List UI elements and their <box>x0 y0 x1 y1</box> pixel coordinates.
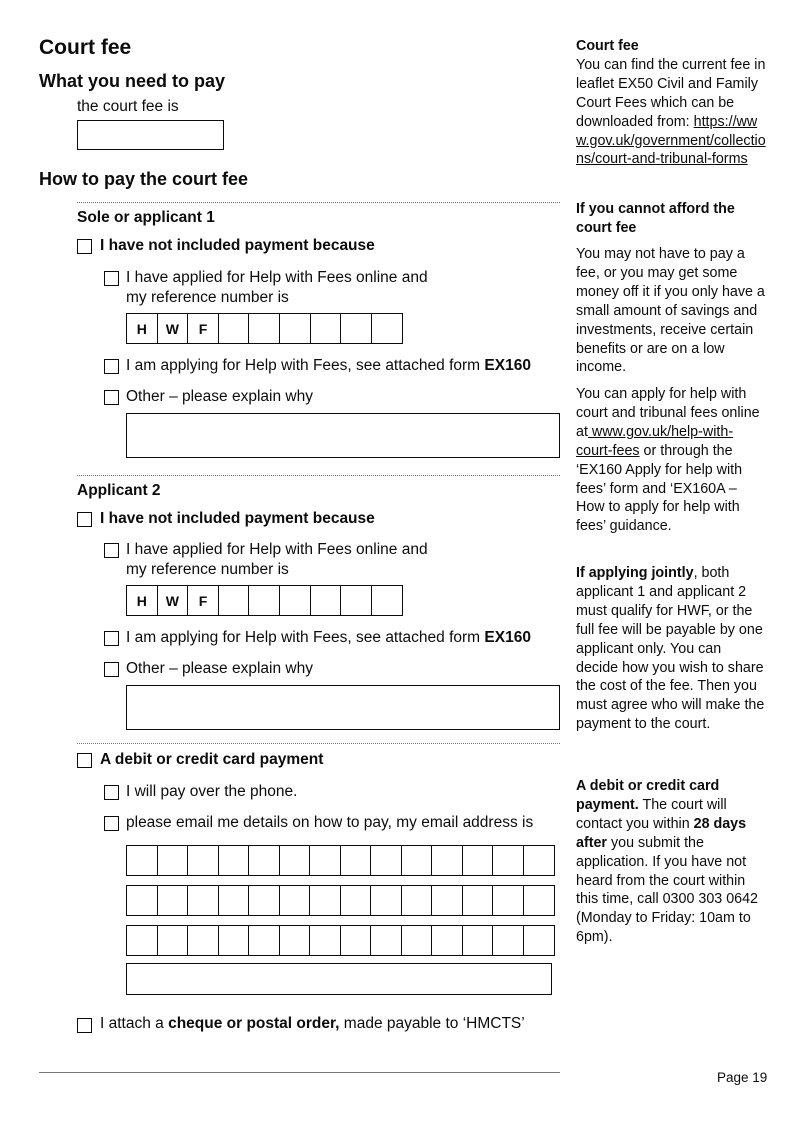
applicant-1-hwf-online-label-2: my reference number is <box>126 289 289 306</box>
applicant-2-other-checkbox[interactable] <box>104 662 119 677</box>
applicant-2-heading: Applicant 2 <box>77 482 161 499</box>
email-char-cell[interactable] <box>310 926 341 955</box>
email-char-cell[interactable] <box>371 846 402 875</box>
applicant-2-not-included-label: I have not included payment because <box>100 510 375 527</box>
email-char-cell[interactable] <box>158 846 189 875</box>
ref-cell[interactable] <box>341 586 372 615</box>
email-char-cell[interactable] <box>432 926 463 955</box>
applicant-2-other-label: Other – please explain why <box>126 660 313 677</box>
court-fee-input[interactable] <box>77 120 224 150</box>
email-char-cell[interactable] <box>188 846 219 875</box>
applicant-1-hwf-online-checkbox[interactable] <box>104 271 119 286</box>
email-address-field-row-4[interactable] <box>126 963 552 995</box>
email-char-cell[interactable] <box>127 926 158 955</box>
sidebar-court-fee-text: You can find the current fee in leaflet EX50 Civil and Family Court Fees which can be downloaded from: https://www.gov.uk/government/collections/court-and-tribunal-forms <box>576 56 766 168</box>
email-char-cell[interactable] <box>402 926 433 955</box>
email-char-cell[interactable] <box>371 926 402 955</box>
ref-cell[interactable] <box>219 314 250 343</box>
applicant-2-not-included-checkbox[interactable] <box>77 512 92 527</box>
email-char-cell[interactable] <box>188 886 219 915</box>
cheque-checkbox[interactable] <box>77 1018 92 1033</box>
pay-by-phone-checkbox[interactable] <box>104 785 119 800</box>
email-char-cell[interactable] <box>402 886 433 915</box>
email-char-cell[interactable] <box>524 846 555 875</box>
email-char-cell[interactable] <box>280 846 311 875</box>
applicant-1-applying-hwf-checkbox[interactable] <box>104 359 119 374</box>
ref-cell[interactable] <box>372 586 403 615</box>
email-char-cell[interactable] <box>463 926 494 955</box>
email-char-cell[interactable] <box>127 886 158 915</box>
ref-cell[interactable] <box>219 586 250 615</box>
ref-prefix-cell: F <box>188 314 219 343</box>
email-char-cell[interactable] <box>493 926 524 955</box>
ref-prefix-cell: H <box>127 314 158 343</box>
email-char-cell[interactable] <box>249 846 280 875</box>
applicant-1-not-included-checkbox[interactable] <box>77 239 92 254</box>
applicant-2-hwf-online-label: I have applied for Help with Fees online and <box>126 541 428 558</box>
court-forms-link[interactable]: https://www.gov.uk/government/collections/court-and-tribunal-forms <box>576 113 766 168</box>
email-address-field-row-2[interactable] <box>126 885 555 916</box>
email-char-cell[interactable] <box>310 886 341 915</box>
email-char-cell[interactable] <box>280 926 311 955</box>
divider <box>77 743 560 744</box>
email-char-cell[interactable] <box>219 926 250 955</box>
applicant-2-other-explanation-input[interactable] <box>126 685 560 730</box>
ref-prefix-cell: W <box>158 314 189 343</box>
applicant-1-applying-hwf-label: I am applying for Help with Fees, see attached form EX160 <box>126 357 531 374</box>
divider <box>77 475 560 476</box>
sidebar-apply-text: You can apply for help with court and tribunal fees online at www.gov.uk/help-with-court-fees or through the ‘EX160 Apply for help with fees’ form and ‘EX160A – How to apply for help with fees’ guidance. <box>576 386 760 535</box>
email-char-cell[interactable] <box>432 886 463 915</box>
ref-prefix-cell: W <box>158 586 189 615</box>
email-char-cell[interactable] <box>402 846 433 875</box>
pay-by-phone-label: I will pay over the phone. <box>126 783 298 800</box>
ref-cell[interactable] <box>311 586 342 615</box>
footer-rule <box>39 1072 560 1073</box>
email-char-cell[interactable] <box>371 886 402 915</box>
applicant-1-hwf-reference-field[interactable] <box>126 313 403 344</box>
applicant-2-hwf-online-label-2: my reference number is <box>126 561 289 578</box>
sidebar-afford-title: If you cannot afford the court fee <box>576 201 735 236</box>
ref-cell[interactable] <box>280 314 311 343</box>
email-char-cell[interactable] <box>524 886 555 915</box>
email-char-cell[interactable] <box>341 926 372 955</box>
applicant-1-other-label: Other – please explain why <box>126 388 313 405</box>
ref-cell[interactable] <box>372 314 403 343</box>
applicant-2-applying-hwf-checkbox[interactable] <box>104 631 119 646</box>
page-title: Court fee <box>39 36 132 59</box>
email-address-field-row-1[interactable] <box>126 845 555 876</box>
ref-cell[interactable] <box>249 314 280 343</box>
email-char-cell[interactable] <box>341 886 372 915</box>
applicant-2-hwf-online-checkbox[interactable] <box>104 543 119 558</box>
ref-cell[interactable] <box>341 314 372 343</box>
how-to-pay-heading: How to pay the court fee <box>39 169 249 189</box>
cheque-label: I attach a cheque or postal order, made payable to ‘HMCTS’ <box>100 1015 525 1032</box>
sidebar-court-fee <box>576 37 766 169</box>
card-payment-checkbox[interactable] <box>77 753 92 768</box>
email-char-cell[interactable] <box>280 886 311 915</box>
page-number: Page 19 <box>717 1070 768 1085</box>
email-details-label: please email me details on how to pay, my email address is <box>126 814 534 831</box>
divider <box>77 202 560 203</box>
ref-cell[interactable] <box>280 586 311 615</box>
applicant-1-heading: Sole or applicant 1 <box>77 209 215 226</box>
email-char-cell[interactable] <box>249 926 280 955</box>
ref-prefix-cell: H <box>127 586 158 615</box>
email-char-cell[interactable] <box>463 886 494 915</box>
sidebar-afford-text: You may not have to pay a fee, or you may get some money off it if you only have a small amount of savings and investments, receive certain benefits or are on a low income. <box>576 246 765 376</box>
email-char-cell[interactable] <box>463 846 494 875</box>
card-payment-label: A debit or credit card payment <box>100 751 324 768</box>
applicant-1-other-explanation-input[interactable] <box>126 413 560 458</box>
applicant-2-applying-hwf-label: I am applying for Help with Fees, see attached form EX160 <box>126 629 531 646</box>
email-char-cell[interactable] <box>432 846 463 875</box>
email-char-cell[interactable] <box>249 886 280 915</box>
fee-label: the court fee is <box>77 98 179 115</box>
email-char-cell[interactable] <box>158 926 189 955</box>
applicant-1-hwf-online-label: I have applied for Help with Fees online and <box>126 269 428 286</box>
applicant-1-not-included-label: I have not included payment because <box>100 237 375 254</box>
email-char-cell[interactable] <box>524 926 555 955</box>
ref-prefix-cell: F <box>188 586 219 615</box>
email-char-cell[interactable] <box>493 846 524 875</box>
email-address-field-row-3[interactable] <box>126 925 555 956</box>
what-to-pay-heading: What you need to pay <box>39 71 226 91</box>
email-char-cell[interactable] <box>188 926 219 955</box>
applicant-2-hwf-reference-field[interactable] <box>126 585 403 616</box>
sidebar-court-fee-title: Court fee <box>576 38 639 54</box>
help-with-fees-link[interactable]: www.gov.uk/help-with-court-fees <box>576 423 734 459</box>
ref-cell[interactable] <box>311 314 342 343</box>
email-char-cell[interactable] <box>310 846 341 875</box>
email-char-cell[interactable] <box>341 846 372 875</box>
email-char-cell[interactable] <box>127 846 158 875</box>
email-details-checkbox[interactable] <box>104 816 119 831</box>
ref-cell[interactable] <box>249 586 280 615</box>
email-char-cell[interactable] <box>158 886 189 915</box>
sidebar-card-text: A debit or credit card payment. The court will contact you within 28 days after you submit the application. If you have not heard from the court within this time, call 0300 303 0642 (Monday to Friday: 10am to 6pm). <box>576 778 759 946</box>
applicant-1-other-checkbox[interactable] <box>104 390 119 405</box>
email-char-cell[interactable] <box>219 846 250 875</box>
email-char-cell[interactable] <box>219 886 250 915</box>
email-char-cell[interactable] <box>493 886 524 915</box>
sidebar-joint-text: If applying jointly, both applicant 1 and applicant 2 must qualify for HWF, or the full fee will be payable by one applicant only. You can decide how you wish to share the cost of the fee. Then you must agree who will make the payment to the court. <box>576 565 765 733</box>
